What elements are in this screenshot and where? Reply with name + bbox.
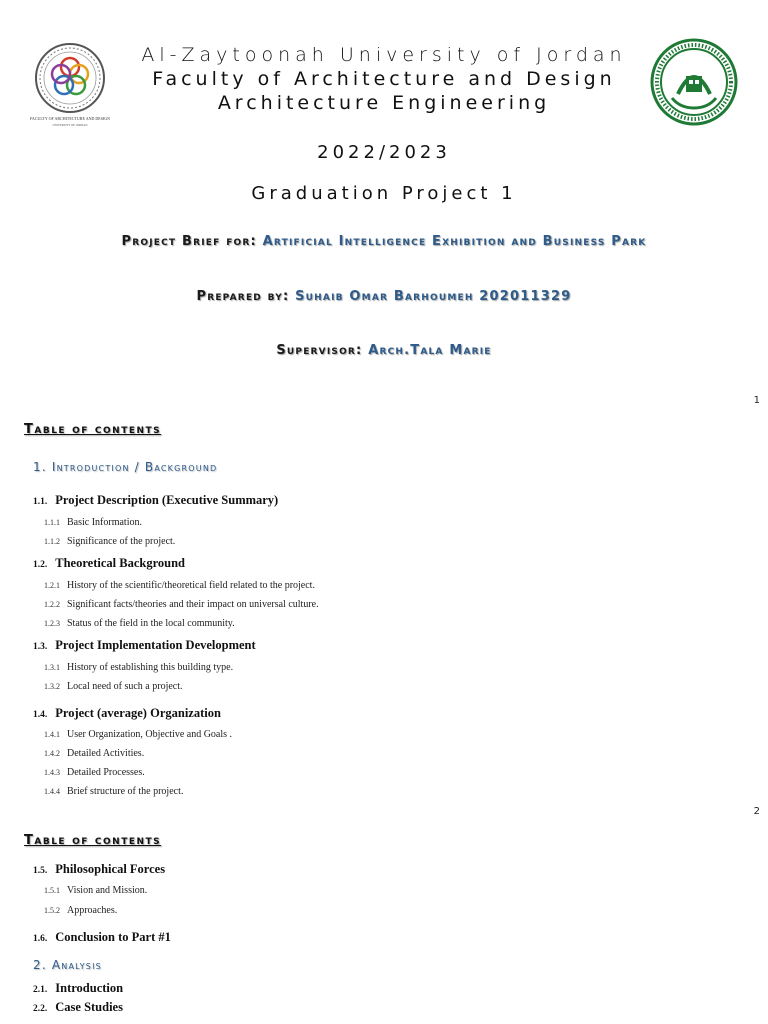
toc-title: Table of contents (24, 833, 162, 848)
university-seal-icon (650, 38, 738, 126)
project-brief-line (0, 234, 768, 249)
toc-entry-1-5: 1.5. Philosophical Forces (33, 862, 166, 876)
department-name: Architecture Engineering (217, 92, 551, 114)
toc-entry-1-1: 1.1. Project Description (Executive Summary) (33, 493, 279, 507)
toc-entry-1-2-3: 1.2.3 Status of the field in the local community. (44, 618, 235, 629)
toc-entry-1-1-2: 1.1.2 Significance of the project. (44, 536, 176, 547)
toc-entry-1-1-1: 1.1.1 Basic Information. (44, 517, 142, 528)
toc-entry-1-5-2: 1.5.2 Approaches. (44, 905, 118, 916)
page-number: 1 (753, 395, 760, 406)
toc-entry-1-3-2: 1.3.2 Local need of such a project. (44, 681, 183, 692)
supervisor-label: Supervisor: (276, 343, 363, 358)
prepared-by-line (0, 289, 768, 304)
toc-entry-1-3-1: 1.3.1 History of establishing this building type. (44, 662, 234, 673)
toc-title: Table of contents (24, 422, 162, 437)
toc-section-2: 2. Analysis (33, 958, 102, 972)
prepared-by-value: Suhaib Omar Barhoumeh 202011329 (295, 289, 572, 304)
toc-entry-1-3: 1.3. Project Implementation Development (33, 638, 256, 652)
page-number: 2 (753, 806, 760, 817)
project-brief-label: Project Brief for: (121, 234, 257, 249)
toc-entry-1-2-2: 1.2.2 Significant facts/theories and their impact on universal culture. (44, 599, 319, 610)
svg-text:UNIVERSITY OF JORDAN: UNIVERSITY OF JORDAN (52, 123, 88, 127)
project-title: Graduation Project 1 (251, 183, 517, 204)
toc-entry-1-4-3: 1.4.3 Detailed Processes. (44, 767, 145, 778)
university-name: Al-Zaytoonah University of Jordan (141, 44, 627, 66)
toc-entry-1-4-4: 1.4.4 Brief structure of the project. (44, 786, 184, 797)
supervisor-value: Arch.Tala Marie (368, 343, 492, 358)
toc-entry-1-4-2: 1.4.2 Detailed Activities. (44, 748, 145, 759)
toc-entry-1-6: 1.6. Conclusion to Part #1 (33, 930, 171, 944)
prepared-by-label: Prepared by: (196, 289, 290, 304)
svg-text:FACULTY OF ARCHITECTURE AND DE: FACULTY OF ARCHITECTURE AND DESIGN (29, 116, 111, 121)
toc-entry-1-2: 1.2. Theoretical Background (33, 556, 186, 570)
supervisor-line (0, 343, 768, 358)
toc-entry-1-2-1: 1.2.1 History of the scientific/theoretical field related to the project. (44, 580, 315, 591)
project-brief-value: Artificial Intelligence Exhibition and Business Park (262, 234, 647, 249)
toc-entry-2-1: 2.1. Introduction (33, 981, 124, 995)
toc-entry-2-2: 2.2. Case Studies (33, 1000, 123, 1014)
toc-section-1: 1. Introduction / Background (33, 460, 218, 474)
toc-entry-1-4-1: 1.4.1 User Organization, Objective and Goals . (44, 729, 233, 740)
faculty-name: Faculty of Architecture and Design (152, 68, 616, 90)
toc-entry-1-4: 1.4. Project (average) Organization (33, 706, 221, 720)
academic-year: 2022/2023 (317, 142, 451, 163)
toc-entry-1-5-1: 1.5.1 Vision and Mission. (44, 885, 148, 896)
